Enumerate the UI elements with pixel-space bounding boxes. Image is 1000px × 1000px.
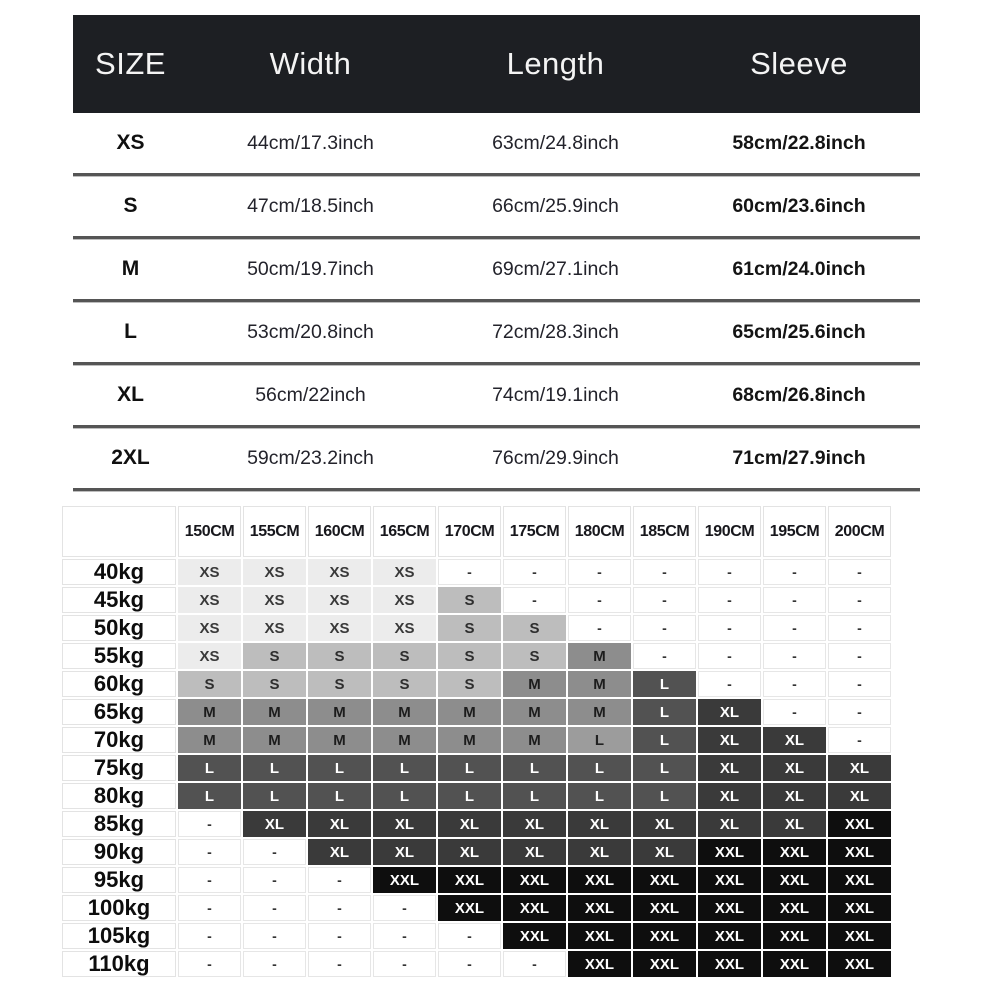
matrix-cell: XS — [177, 586, 242, 614]
matrix-cell: XXL — [697, 838, 762, 866]
matrix-cell: XXL — [762, 866, 827, 894]
size-table-rows — [73, 113, 920, 491]
matrix-cell: - — [502, 586, 567, 614]
matrix-cell: S — [437, 614, 502, 642]
weight-row-header: 85kg — [61, 810, 177, 838]
matrix-row — [61, 698, 892, 726]
sleeve-value: 58cm/22.8inch — [732, 131, 866, 154]
matrix-cell: L — [242, 754, 307, 782]
matrix-cell: XL — [827, 782, 892, 810]
matrix-cell: L — [177, 754, 242, 782]
matrix-cell: S — [437, 670, 502, 698]
matrix-cell: - — [827, 642, 892, 670]
matrix-row — [61, 726, 892, 754]
matrix-cell: S — [502, 614, 567, 642]
matrix-cell: - — [307, 894, 372, 922]
matrix-cell: XS — [242, 614, 307, 642]
matrix-cell: XXL — [697, 894, 762, 922]
matrix-cell: XXL — [827, 894, 892, 922]
weight-row-header: 45kg — [61, 586, 177, 614]
matrix-cell: M — [567, 642, 632, 670]
matrix-cell: XXL — [762, 922, 827, 950]
matrix-cell: XL — [762, 754, 827, 782]
height-column-header: 170CM — [437, 505, 502, 558]
size-table-row — [73, 302, 920, 365]
weight-row-header: 90kg — [61, 838, 177, 866]
matrix-row — [61, 922, 892, 950]
length-value: 76cm/29.9inch — [492, 446, 619, 469]
matrix-cell: XL — [372, 810, 437, 838]
matrix-cell: XXL — [697, 866, 762, 894]
matrix-cell: S — [437, 642, 502, 670]
matrix-cell: XL — [567, 838, 632, 866]
matrix-cell: L — [502, 754, 567, 782]
sleeve-value: 60cm/23.6inch — [732, 194, 866, 217]
matrix-cell: - — [762, 586, 827, 614]
matrix-cell: - — [697, 614, 762, 642]
matrix-cell: XL — [697, 726, 762, 754]
matrix-cell: XXL — [632, 894, 697, 922]
matrix-cell: XL — [762, 782, 827, 810]
matrix-cell: L — [567, 782, 632, 810]
matrix-cell: XXL — [827, 866, 892, 894]
matrix-row — [61, 670, 892, 698]
matrix-cell: L — [437, 754, 502, 782]
sleeve-value: 61cm/24.0inch — [732, 257, 866, 280]
matrix-row — [61, 614, 892, 642]
matrix-cell: - — [827, 614, 892, 642]
matrix-cell: - — [372, 894, 437, 922]
matrix-cell: - — [567, 558, 632, 586]
matrix-cell: XL — [827, 754, 892, 782]
weight-row-header: 60kg — [61, 670, 177, 698]
matrix-cell: XXL — [697, 922, 762, 950]
matrix-cell: XS — [372, 614, 437, 642]
matrix-cell: L — [307, 754, 372, 782]
matrix-cell: L — [372, 782, 437, 810]
matrix-cell: XL — [307, 810, 372, 838]
header-width-label: Width — [269, 46, 352, 81]
matrix-cell: - — [827, 698, 892, 726]
matrix-cell: - — [307, 950, 372, 978]
matrix-cell: - — [632, 586, 697, 614]
size-value: 2XL — [111, 446, 150, 469]
matrix-cell: L — [437, 782, 502, 810]
matrix-cell: XS — [177, 558, 242, 586]
width-value: 50cm/19.7inch — [247, 257, 374, 280]
matrix-cell: XXL — [567, 894, 632, 922]
matrix-row — [61, 782, 892, 810]
matrix-cell: XXL — [827, 810, 892, 838]
width-value: 59cm/23.2inch — [247, 446, 374, 469]
height-column-header: 160CM — [307, 505, 372, 558]
matrix-cell: S — [372, 670, 437, 698]
matrix-cell: M — [372, 698, 437, 726]
matrix-cell: M — [567, 698, 632, 726]
matrix-cell: XL — [437, 810, 502, 838]
header-size-label: SIZE — [95, 46, 166, 81]
matrix-cell: - — [177, 950, 242, 978]
matrix-cell: L — [632, 670, 697, 698]
length-value: 66cm/25.9inch — [492, 194, 619, 217]
header-sleeve-label: Sleeve — [750, 46, 848, 81]
matrix-cell: XL — [632, 810, 697, 838]
matrix-cell: - — [242, 894, 307, 922]
weight-row-header: 80kg — [61, 782, 177, 810]
matrix-cell: XXL — [827, 838, 892, 866]
matrix-cell: M — [307, 726, 372, 754]
height-column-header: 150CM — [177, 505, 242, 558]
matrix-cell: XXL — [827, 950, 892, 978]
matrix-cell: - — [762, 642, 827, 670]
matrix-cell: XL — [632, 838, 697, 866]
matrix-cell: XXL — [567, 950, 632, 978]
matrix-row — [61, 586, 892, 614]
matrix-cell: XXL — [567, 922, 632, 950]
weight-row-header: 75kg — [61, 754, 177, 782]
weight-row-header: 95kg — [61, 866, 177, 894]
matrix-cell: - — [567, 586, 632, 614]
weight-row-header: 110kg — [61, 950, 177, 978]
size-value: M — [121, 257, 140, 280]
sleeve-value: 65cm/25.6inch — [732, 320, 866, 343]
length-value: 63cm/24.8inch — [492, 131, 619, 154]
matrix-cell: - — [242, 950, 307, 978]
matrix-cell: XS — [307, 558, 372, 586]
length-value: 72cm/28.3inch — [492, 320, 619, 343]
height-column-header: 185CM — [632, 505, 697, 558]
matrix-cell: - — [632, 642, 697, 670]
matrix-cell: - — [372, 950, 437, 978]
matrix-cell: - — [242, 866, 307, 894]
matrix-cell: XL — [437, 838, 502, 866]
matrix-cell: - — [372, 922, 437, 950]
matrix-cell: XS — [307, 614, 372, 642]
matrix-row — [61, 642, 892, 670]
matrix-cell: S — [372, 642, 437, 670]
matrix-cell: - — [177, 922, 242, 950]
matrix-cell: XS — [307, 586, 372, 614]
matrix-cell: L — [567, 754, 632, 782]
matrix-cell: XL — [567, 810, 632, 838]
size-value: XS — [116, 131, 145, 154]
weight-row-header: 40kg — [61, 558, 177, 586]
length-value: 74cm/19.1inch — [492, 383, 619, 406]
matrix-cell: S — [307, 670, 372, 698]
matrix-cell: XS — [242, 586, 307, 614]
matrix-cell: - — [242, 838, 307, 866]
matrix-cell: - — [307, 922, 372, 950]
matrix-cell: XL — [242, 810, 307, 838]
weight-row-header: 100kg — [61, 894, 177, 922]
matrix-header-row — [61, 505, 892, 558]
matrix-cell: M — [502, 670, 567, 698]
matrix-row — [61, 754, 892, 782]
matrix-cell: S — [502, 642, 567, 670]
height-column-header: 195CM — [762, 505, 827, 558]
matrix-row — [61, 810, 892, 838]
matrix-cell: - — [827, 670, 892, 698]
matrix-cell: - — [437, 922, 502, 950]
width-value: 56cm/22inch — [255, 383, 366, 406]
sleeve-value: 68cm/26.8inch — [732, 383, 866, 406]
matrix-cell: - — [307, 866, 372, 894]
matrix-cell: XS — [177, 642, 242, 670]
matrix-cell: XL — [307, 838, 372, 866]
matrix-cell: XXL — [762, 838, 827, 866]
matrix-cell: - — [242, 922, 307, 950]
height-column-header: 155CM — [242, 505, 307, 558]
height-column-header: 165CM — [372, 505, 437, 558]
matrix-cell: XXL — [502, 922, 567, 950]
matrix-row — [61, 866, 892, 894]
size-table-header — [73, 15, 920, 113]
matrix-cell: XS — [372, 586, 437, 614]
matrix-cell: M — [177, 698, 242, 726]
matrix-cell: - — [177, 894, 242, 922]
matrix-cell: M — [502, 726, 567, 754]
matrix-cell: - — [827, 558, 892, 586]
matrix-cell: L — [632, 754, 697, 782]
matrix-cell: - — [827, 726, 892, 754]
matrix-cell: XXL — [632, 866, 697, 894]
matrix-cell: M — [437, 698, 502, 726]
matrix-cell: M — [242, 698, 307, 726]
matrix-cell: XL — [697, 698, 762, 726]
matrix-cell: L — [307, 782, 372, 810]
weight-row-header: 55kg — [61, 642, 177, 670]
height-column-header: 200CM — [827, 505, 892, 558]
weight-row-header: 70kg — [61, 726, 177, 754]
matrix-cell: XL — [697, 782, 762, 810]
width-value: 44cm/17.3inch — [247, 131, 374, 154]
matrix-cell: S — [177, 670, 242, 698]
size-table-row — [73, 428, 920, 491]
matrix-cell: - — [177, 866, 242, 894]
matrix-cell: - — [697, 586, 762, 614]
matrix-cell: L — [632, 782, 697, 810]
matrix-cell: S — [437, 586, 502, 614]
matrix-row — [61, 558, 892, 586]
matrix-corner-cell — [61, 505, 177, 558]
height-column-header: 180CM — [567, 505, 632, 558]
matrix-cell: - — [762, 698, 827, 726]
matrix-cell: XXL — [372, 866, 437, 894]
matrix-cell: XS — [242, 558, 307, 586]
matrix-cell: - — [762, 614, 827, 642]
weight-row-header: 65kg — [61, 698, 177, 726]
matrix-cell: - — [502, 950, 567, 978]
matrix-cell: XXL — [437, 894, 502, 922]
matrix-cell: - — [177, 810, 242, 838]
matrix-cell: XL — [762, 726, 827, 754]
matrix-cell: S — [307, 642, 372, 670]
matrix-cell: L — [632, 726, 697, 754]
matrix-cell: XXL — [502, 866, 567, 894]
size-value: L — [124, 320, 137, 343]
matrix-cell: XXL — [632, 950, 697, 978]
matrix-row — [61, 838, 892, 866]
matrix-cell: M — [242, 726, 307, 754]
size-table-row — [73, 365, 920, 428]
matrix-cell: - — [632, 558, 697, 586]
matrix-cell: XXL — [502, 894, 567, 922]
matrix-cell: L — [372, 754, 437, 782]
matrix-cell: S — [242, 670, 307, 698]
matrix-row — [61, 894, 892, 922]
matrix-cell: M — [372, 726, 437, 754]
matrix-cell: - — [437, 950, 502, 978]
matrix-cell: - — [437, 558, 502, 586]
matrix-cell: - — [697, 558, 762, 586]
length-value: 69cm/27.1inch — [492, 257, 619, 280]
weight-row-header: 50kg — [61, 614, 177, 642]
matrix-cell: XL — [502, 810, 567, 838]
matrix-cell: XL — [372, 838, 437, 866]
matrix-cell: S — [242, 642, 307, 670]
size-value: XL — [117, 383, 144, 406]
matrix-cell: L — [632, 698, 697, 726]
matrix-cell: M — [307, 698, 372, 726]
matrix-cell: - — [762, 558, 827, 586]
matrix-cell: M — [502, 698, 567, 726]
matrix-cell: - — [827, 586, 892, 614]
matrix-cell: - — [697, 642, 762, 670]
matrix-cell: - — [177, 838, 242, 866]
matrix-cell: XXL — [762, 950, 827, 978]
matrix-cell: XXL — [697, 950, 762, 978]
size-value: S — [123, 194, 138, 217]
width-value: 47cm/18.5inch — [247, 194, 374, 217]
matrix-cell: XS — [177, 614, 242, 642]
matrix-cell: - — [567, 614, 632, 642]
size-table-row — [73, 113, 920, 176]
weight-row-header: 105kg — [61, 922, 177, 950]
size-table-row — [73, 239, 920, 302]
matrix-cell: - — [502, 558, 567, 586]
header-length-label: Length — [506, 46, 605, 81]
matrix-cell: L — [567, 726, 632, 754]
height-weight-size-matrix — [60, 504, 893, 979]
matrix-cell: - — [697, 670, 762, 698]
matrix-cell: XXL — [632, 922, 697, 950]
matrix-cell: - — [762, 670, 827, 698]
matrix-cell: XXL — [437, 866, 502, 894]
matrix-cell: L — [502, 782, 567, 810]
matrix-cell: XL — [697, 810, 762, 838]
matrix-cell: M — [567, 670, 632, 698]
size-table-row — [73, 176, 920, 239]
height-column-header: 190CM — [697, 505, 762, 558]
width-value: 53cm/20.8inch — [247, 320, 374, 343]
matrix-cell: L — [177, 782, 242, 810]
matrix-cell: XL — [762, 810, 827, 838]
matrix-cell: XL — [502, 838, 567, 866]
matrix-row — [61, 950, 892, 978]
matrix-cell: XL — [697, 754, 762, 782]
matrix-cell: XXL — [567, 866, 632, 894]
matrix-cell: XXL — [827, 922, 892, 950]
sleeve-value: 71cm/27.9inch — [732, 446, 866, 469]
matrix-cell: M — [177, 726, 242, 754]
matrix-cell: XXL — [762, 894, 827, 922]
height-column-header: 175CM — [502, 505, 567, 558]
matrix-cell: XS — [372, 558, 437, 586]
matrix-cell: M — [437, 726, 502, 754]
matrix-cell: L — [242, 782, 307, 810]
matrix-cell: - — [632, 614, 697, 642]
